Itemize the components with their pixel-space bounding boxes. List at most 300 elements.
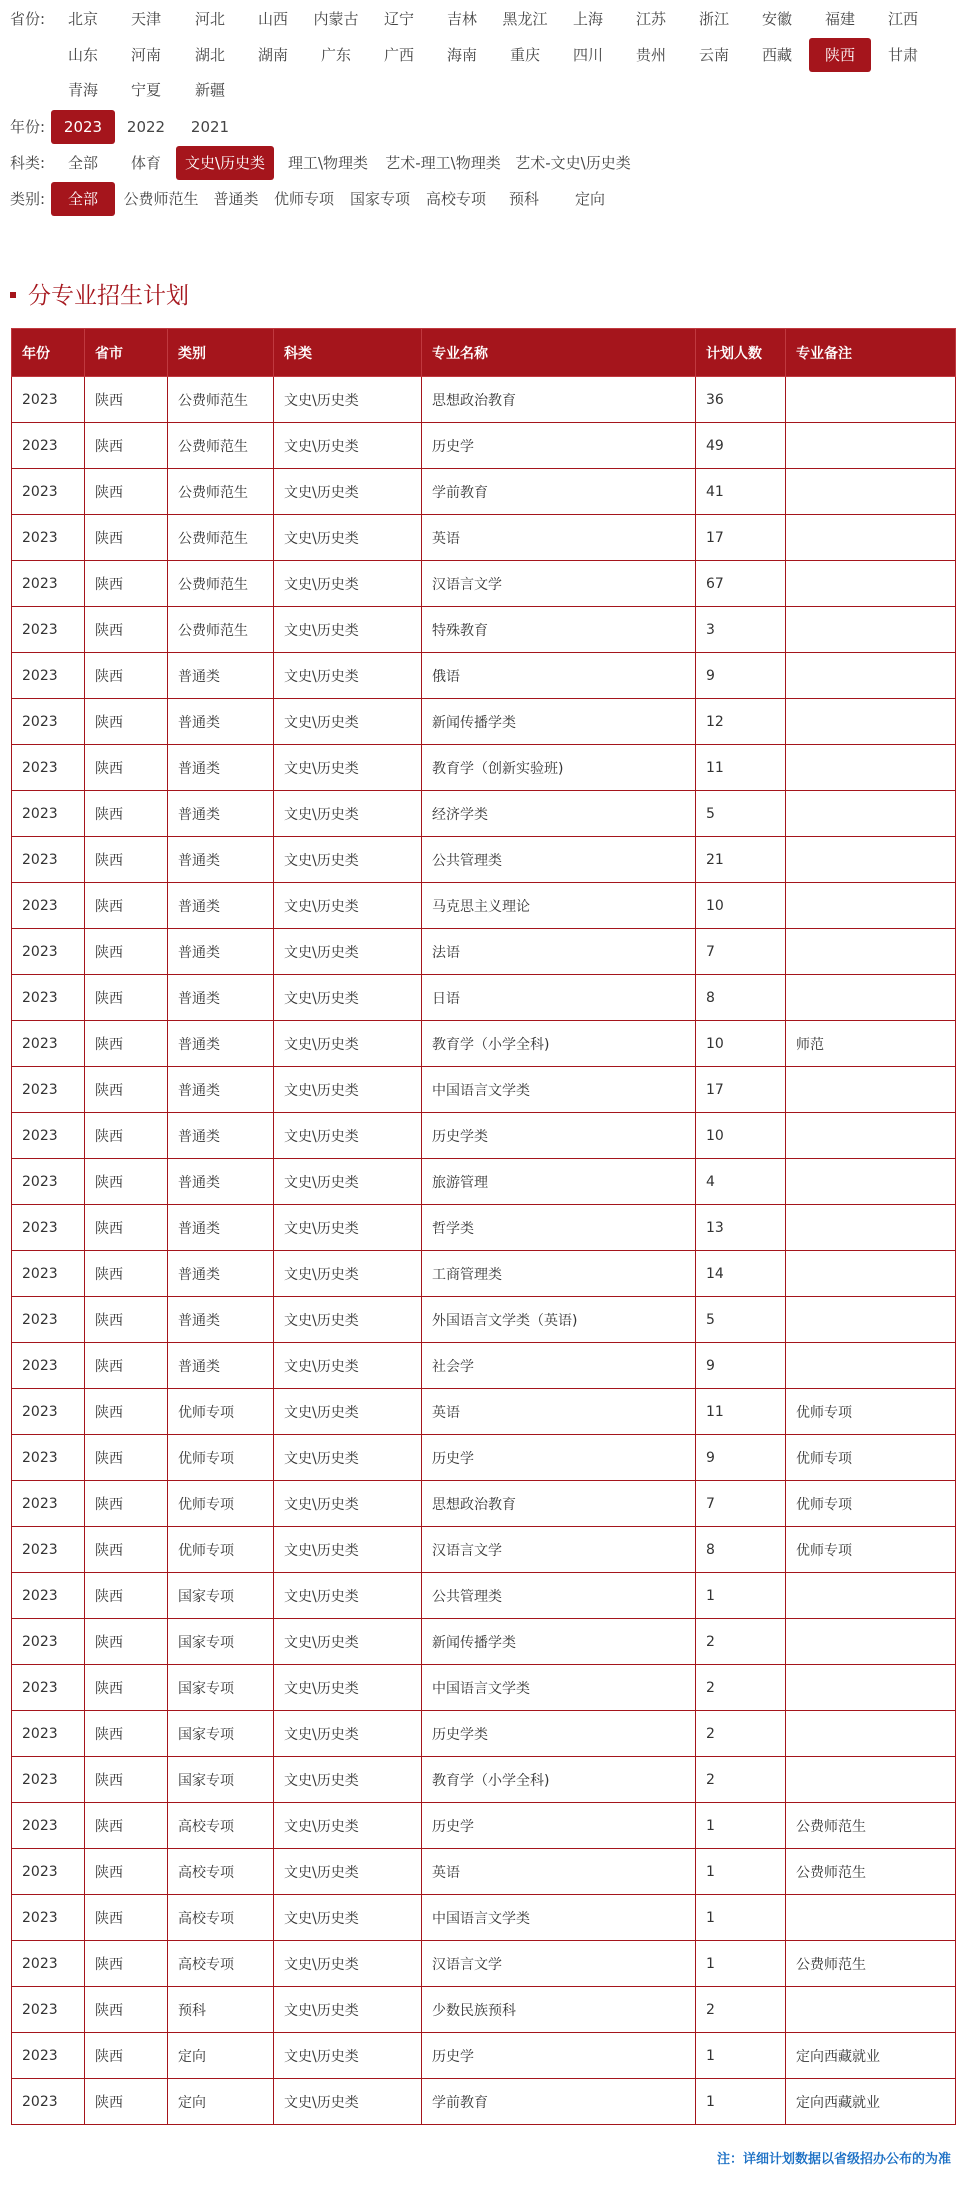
cell-category: 普通类 bbox=[168, 975, 274, 1021]
cell-province: 陕西 bbox=[85, 699, 168, 745]
cell-major-name: 学前教育 bbox=[422, 469, 696, 515]
cell-major-name: 汉语言文学 bbox=[422, 561, 696, 607]
cell-plan-count: 5 bbox=[696, 1297, 786, 1343]
cell-province: 陕西 bbox=[85, 515, 168, 561]
cell-year: 2023 bbox=[12, 561, 85, 607]
cell-year: 2023 bbox=[12, 653, 85, 699]
cell-subject: 文史\历史类 bbox=[274, 607, 422, 653]
cell-category: 普通类 bbox=[168, 883, 274, 929]
cell-plan-count: 4 bbox=[696, 1159, 786, 1205]
cell-major-name: 中国语言文学类 bbox=[422, 1067, 696, 1113]
table-row bbox=[12, 515, 956, 561]
cell-province: 陕西 bbox=[85, 2079, 168, 2125]
table-row bbox=[12, 1665, 956, 1711]
cell-plan-count: 1 bbox=[696, 2033, 786, 2079]
province-option-shaanxi[interactable]: 陕西 bbox=[809, 38, 871, 72]
year-filter bbox=[0, 110, 963, 144]
cell-year: 2023 bbox=[12, 699, 85, 745]
cell-major-note bbox=[786, 561, 956, 607]
table-row bbox=[12, 1389, 956, 1435]
table-row bbox=[12, 1067, 956, 1113]
cell-category: 普通类 bbox=[168, 1343, 274, 1389]
province-option-jiangsu[interactable]: 江苏 bbox=[635, 10, 666, 28]
cell-plan-count: 14 bbox=[696, 1251, 786, 1297]
table-row bbox=[12, 1343, 956, 1389]
cell-subject: 文史\历史类 bbox=[274, 1067, 422, 1113]
cell-year: 2023 bbox=[12, 1159, 85, 1205]
cell-plan-count: 2 bbox=[696, 1665, 786, 1711]
table-row bbox=[12, 1757, 956, 1803]
cell-year: 2023 bbox=[12, 469, 85, 515]
cell-year: 2023 bbox=[12, 1251, 85, 1297]
cell-major-name: 历史学 bbox=[422, 423, 696, 469]
cell-plan-count: 17 bbox=[696, 1067, 786, 1113]
cell-plan-count: 1 bbox=[696, 1941, 786, 1987]
table-row bbox=[12, 1297, 956, 1343]
cell-province: 陕西 bbox=[85, 469, 168, 515]
province-filter bbox=[0, 2, 963, 36]
cell-plan-count: 41 bbox=[696, 469, 786, 515]
cell-major-note: 优师专项 bbox=[786, 1527, 956, 1573]
province-option-guizhou[interactable]: 贵州 bbox=[635, 46, 666, 64]
province-option-henan[interactable]: 河南 bbox=[130, 46, 161, 64]
cell-major-name: 英语 bbox=[422, 1389, 696, 1435]
cell-major-name: 日语 bbox=[422, 975, 696, 1021]
province-option-tianjin[interactable]: 天津 bbox=[130, 10, 161, 28]
cell-major-name: 外国语言文学类（英语) bbox=[422, 1297, 696, 1343]
cell-major-note bbox=[786, 1895, 956, 1941]
cell-subject: 文史\历史类 bbox=[274, 975, 422, 1021]
cell-province: 陕西 bbox=[85, 1941, 168, 1987]
header-major-note: 专业备注 bbox=[786, 329, 956, 377]
cell-subject: 文史\历史类 bbox=[274, 1297, 422, 1343]
cell-major-note bbox=[786, 515, 956, 561]
cell-year: 2023 bbox=[12, 1849, 85, 1895]
table-body bbox=[12, 377, 956, 2125]
cell-major-name: 思想政治教育 bbox=[422, 377, 696, 423]
cell-major-note bbox=[786, 1987, 956, 2033]
cell-major-name: 历史学 bbox=[422, 1803, 696, 1849]
table-row bbox=[12, 423, 956, 469]
cell-year: 2023 bbox=[12, 1435, 85, 1481]
category-option-public-funded-normal[interactable]: 公费师范生 bbox=[123, 190, 199, 208]
cell-province: 陕西 bbox=[85, 1757, 168, 1803]
cell-major-name: 新闻传播学类 bbox=[422, 699, 696, 745]
province-option-neimenggu[interactable]: 内蒙古 bbox=[313, 10, 359, 28]
province-option-guangxi[interactable]: 广西 bbox=[383, 46, 414, 64]
province-option-xizang[interactable]: 西藏 bbox=[761, 46, 792, 64]
province-option-heilongjiang[interactable]: 黑龙江 bbox=[502, 10, 548, 28]
province-option-hebei[interactable]: 河北 bbox=[194, 10, 225, 28]
cell-major-note bbox=[786, 975, 956, 1021]
cell-subject: 文史\历史类 bbox=[274, 423, 422, 469]
cell-year: 2023 bbox=[12, 515, 85, 561]
cell-plan-count: 13 bbox=[696, 1205, 786, 1251]
cell-category: 公费师范生 bbox=[168, 377, 274, 423]
table-row bbox=[12, 1849, 956, 1895]
cell-year: 2023 bbox=[12, 1297, 85, 1343]
cell-year: 2023 bbox=[12, 1573, 85, 1619]
table-row bbox=[12, 469, 956, 515]
cell-plan-count: 2 bbox=[696, 1757, 786, 1803]
cell-category: 国家专项 bbox=[168, 1619, 274, 1665]
cell-category: 公费师范生 bbox=[168, 607, 274, 653]
province-option-shanxi[interactable]: 山西 bbox=[257, 10, 288, 28]
table-row bbox=[12, 1573, 956, 1619]
cell-major-note bbox=[786, 1665, 956, 1711]
cell-major-name: 历史学 bbox=[422, 1435, 696, 1481]
table-row bbox=[12, 1251, 956, 1297]
cell-province: 陕西 bbox=[85, 1389, 168, 1435]
cell-province: 陕西 bbox=[85, 1665, 168, 1711]
cell-province: 陕西 bbox=[85, 837, 168, 883]
cell-major-note bbox=[786, 1113, 956, 1159]
table-row bbox=[12, 1987, 956, 2033]
cell-plan-count: 1 bbox=[696, 1803, 786, 1849]
cell-year: 2023 bbox=[12, 1389, 85, 1435]
cell-province: 陕西 bbox=[85, 1067, 168, 1113]
cell-major-name: 新闻传播学类 bbox=[422, 1619, 696, 1665]
cell-major-note bbox=[786, 1343, 956, 1389]
cell-plan-count: 8 bbox=[696, 1527, 786, 1573]
subject-option-all[interactable]: 全部 bbox=[67, 154, 98, 172]
cell-category: 优师专项 bbox=[168, 1527, 274, 1573]
cell-subject: 文史\历史类 bbox=[274, 1343, 422, 1389]
enrollment-plan-table bbox=[11, 328, 956, 2125]
table-row bbox=[12, 2033, 956, 2079]
cell-subject: 文史\历史类 bbox=[274, 1803, 422, 1849]
cell-plan-count: 8 bbox=[696, 975, 786, 1021]
table-row bbox=[12, 2079, 956, 2125]
section-title-marker-icon bbox=[10, 292, 16, 298]
cell-province: 陕西 bbox=[85, 1619, 168, 1665]
cell-province: 陕西 bbox=[85, 929, 168, 975]
cell-subject: 文史\历史类 bbox=[274, 1205, 422, 1251]
cell-major-note bbox=[786, 1711, 956, 1757]
cell-major-note bbox=[786, 837, 956, 883]
cell-province: 陕西 bbox=[85, 1527, 168, 1573]
cell-province: 陕西 bbox=[85, 745, 168, 791]
cell-major-note: 师范 bbox=[786, 1021, 956, 1067]
table-row bbox=[12, 929, 956, 975]
cell-province: 陕西 bbox=[85, 1113, 168, 1159]
table-row bbox=[12, 1435, 956, 1481]
cell-year: 2023 bbox=[12, 1343, 85, 1389]
cell-province: 陕西 bbox=[85, 1895, 168, 1941]
cell-plan-count: 2 bbox=[696, 1619, 786, 1665]
table-row bbox=[12, 745, 956, 791]
cell-province: 陕西 bbox=[85, 561, 168, 607]
subject-option-art-science-physics[interactable]: 艺术-理工\物理类 bbox=[385, 154, 501, 172]
subject-option-sports[interactable]: 体育 bbox=[130, 154, 161, 172]
cell-category: 普通类 bbox=[168, 1205, 274, 1251]
cell-year: 2023 bbox=[12, 1527, 85, 1573]
cell-year: 2023 bbox=[12, 975, 85, 1021]
cell-major-name: 公共管理类 bbox=[422, 1573, 696, 1619]
cell-year: 2023 bbox=[12, 883, 85, 929]
cell-plan-count: 11 bbox=[696, 745, 786, 791]
cell-province: 陕西 bbox=[85, 1849, 168, 1895]
province-option-hunan[interactable]: 湖南 bbox=[257, 46, 288, 64]
cell-major-name: 中国语言文学类 bbox=[422, 1895, 696, 1941]
cell-subject: 文史\历史类 bbox=[274, 791, 422, 837]
table-row bbox=[12, 1711, 956, 1757]
cell-major-note bbox=[786, 1251, 956, 1297]
cell-year: 2023 bbox=[12, 745, 85, 791]
province-option-hubei[interactable]: 湖北 bbox=[194, 46, 225, 64]
cell-subject: 文史\历史类 bbox=[274, 1481, 422, 1527]
cell-major-note: 定向西藏就业 bbox=[786, 2079, 956, 2125]
cell-subject: 文史\历史类 bbox=[274, 1757, 422, 1803]
province-option-guangdong[interactable]: 广东 bbox=[320, 46, 351, 64]
cell-category: 公费师范生 bbox=[168, 423, 274, 469]
cell-major-note bbox=[786, 699, 956, 745]
table-row bbox=[12, 377, 956, 423]
cell-subject: 文史\历史类 bbox=[274, 653, 422, 699]
cell-major-note: 公费师范生 bbox=[786, 1849, 956, 1895]
cell-major-note bbox=[786, 929, 956, 975]
cell-major-note: 公费师范生 bbox=[786, 1803, 956, 1849]
cell-plan-count: 2 bbox=[696, 1711, 786, 1757]
cell-major-name: 汉语言文学 bbox=[422, 1941, 696, 1987]
cell-major-note bbox=[786, 791, 956, 837]
cell-category: 国家专项 bbox=[168, 1711, 274, 1757]
cell-year: 2023 bbox=[12, 1067, 85, 1113]
cell-major-name: 法语 bbox=[422, 929, 696, 975]
cell-category: 普通类 bbox=[168, 1251, 274, 1297]
subject-filter-label: 科类: bbox=[10, 154, 46, 172]
cell-year: 2023 bbox=[12, 1481, 85, 1527]
cell-plan-count: 9 bbox=[696, 1435, 786, 1481]
cell-year: 2023 bbox=[12, 1113, 85, 1159]
cell-plan-count: 10 bbox=[696, 1021, 786, 1067]
year-option-2023[interactable]: 2023 bbox=[51, 110, 115, 144]
cell-major-name: 中国语言文学类 bbox=[422, 1665, 696, 1711]
cell-major-name: 哲学类 bbox=[422, 1205, 696, 1251]
cell-major-note bbox=[786, 1067, 956, 1113]
cell-province: 陕西 bbox=[85, 791, 168, 837]
cell-subject: 文史\历史类 bbox=[274, 883, 422, 929]
cell-major-name: 英语 bbox=[422, 1849, 696, 1895]
cell-major-name: 旅游管理 bbox=[422, 1159, 696, 1205]
cell-year: 2023 bbox=[12, 1665, 85, 1711]
cell-province: 陕西 bbox=[85, 1711, 168, 1757]
cell-subject: 文史\历史类 bbox=[274, 1389, 422, 1435]
province-option-liaoning[interactable]: 辽宁 bbox=[383, 10, 414, 28]
province-filter-row-2 bbox=[0, 38, 963, 72]
cell-category: 普通类 bbox=[168, 929, 274, 975]
cell-plan-count: 21 bbox=[696, 837, 786, 883]
cell-subject: 文史\历史类 bbox=[274, 1527, 422, 1573]
province-option-fujian[interactable]: 福建 bbox=[824, 10, 855, 28]
cell-major-name: 历史学 bbox=[422, 2033, 696, 2079]
cell-subject: 文史\历史类 bbox=[274, 1251, 422, 1297]
cell-major-name: 特殊教育 bbox=[422, 607, 696, 653]
table-row bbox=[12, 1941, 956, 1987]
subject-option-art-liberal-arts-history[interactable]: 艺术-文史\历史类 bbox=[515, 154, 631, 172]
cell-category: 普通类 bbox=[168, 699, 274, 745]
cell-category: 普通类 bbox=[168, 791, 274, 837]
province-filter-label: 省份: bbox=[10, 10, 46, 28]
cell-plan-count: 17 bbox=[696, 515, 786, 561]
table-row bbox=[12, 1895, 956, 1941]
province-option-jiangxi[interactable]: 江西 bbox=[887, 10, 918, 28]
province-option-yunnan[interactable]: 云南 bbox=[698, 46, 729, 64]
cell-plan-count: 11 bbox=[696, 1389, 786, 1435]
category-option-all[interactable]: 全部 bbox=[51, 182, 115, 216]
cell-major-note bbox=[786, 1619, 956, 1665]
province-option-anhui[interactable]: 安徽 bbox=[761, 10, 792, 28]
cell-subject: 文史\历史类 bbox=[274, 1665, 422, 1711]
province-option-shanghai[interactable]: 上海 bbox=[572, 10, 603, 28]
table-header-row bbox=[12, 329, 956, 377]
cell-major-name: 经济学类 bbox=[422, 791, 696, 837]
cell-major-note bbox=[786, 883, 956, 929]
section-title bbox=[10, 278, 189, 314]
cell-major-name: 思想政治教育 bbox=[422, 1481, 696, 1527]
cell-year: 2023 bbox=[12, 1619, 85, 1665]
cell-subject: 文史\历史类 bbox=[274, 1987, 422, 2033]
year-option-2022[interactable]: 2022 bbox=[126, 118, 166, 136]
cell-major-note bbox=[786, 607, 956, 653]
category-option-university-special[interactable]: 高校专项 bbox=[425, 190, 486, 208]
cell-year: 2023 bbox=[12, 423, 85, 469]
cell-year: 2023 bbox=[12, 837, 85, 883]
cell-province: 陕西 bbox=[85, 2033, 168, 2079]
province-option-zhejiang[interactable]: 浙江 bbox=[698, 10, 729, 28]
cell-category: 公费师范生 bbox=[168, 469, 274, 515]
footer-note: 注：详细计划数据以省级招办公布的为准 bbox=[716, 2152, 951, 2167]
province-option-xinjiang[interactable]: 新疆 bbox=[194, 81, 225, 99]
province-option-shandong[interactable]: 山东 bbox=[67, 46, 98, 64]
cell-major-note bbox=[786, 745, 956, 791]
table-row bbox=[12, 791, 956, 837]
cell-subject: 文史\历史类 bbox=[274, 377, 422, 423]
cell-province: 陕西 bbox=[85, 1573, 168, 1619]
cell-plan-count: 49 bbox=[696, 423, 786, 469]
cell-subject: 文史\历史类 bbox=[274, 929, 422, 975]
cell-category: 预科 bbox=[168, 1987, 274, 2033]
table-row bbox=[12, 607, 956, 653]
cell-category: 优师专项 bbox=[168, 1435, 274, 1481]
category-option-national-special[interactable]: 国家专项 bbox=[349, 190, 410, 208]
year-option-2021[interactable]: 2021 bbox=[190, 118, 230, 136]
table-row bbox=[12, 975, 956, 1021]
province-option-hainan[interactable]: 海南 bbox=[446, 46, 477, 64]
category-option-excellent-teacher[interactable]: 优师专项 bbox=[273, 190, 334, 208]
cell-subject: 文史\历史类 bbox=[274, 1619, 422, 1665]
cell-category: 普通类 bbox=[168, 1297, 274, 1343]
cell-subject: 文史\历史类 bbox=[274, 1435, 422, 1481]
table-row bbox=[12, 1021, 956, 1067]
cell-subject: 文史\历史类 bbox=[274, 561, 422, 607]
cell-year: 2023 bbox=[12, 2079, 85, 2125]
cell-major-note: 定向西藏就业 bbox=[786, 2033, 956, 2079]
province-option-ningxia[interactable]: 宁夏 bbox=[130, 81, 161, 99]
cell-category: 高校专项 bbox=[168, 1941, 274, 1987]
subject-option-liberal-arts-history[interactable]: 文史\历史类 bbox=[176, 146, 274, 180]
cell-major-note bbox=[786, 1573, 956, 1619]
category-filter-label: 类别: bbox=[10, 190, 46, 208]
cell-plan-count: 1 bbox=[696, 2079, 786, 2125]
cell-year: 2023 bbox=[12, 1205, 85, 1251]
cell-category: 高校专项 bbox=[168, 1849, 274, 1895]
cell-province: 陕西 bbox=[85, 377, 168, 423]
cell-year: 2023 bbox=[12, 1711, 85, 1757]
header-province: 省市 bbox=[85, 329, 168, 377]
province-option-beijing[interactable]: 北京 bbox=[67, 10, 98, 28]
cell-plan-count: 7 bbox=[696, 929, 786, 975]
cell-subject: 文史\历史类 bbox=[274, 1573, 422, 1619]
province-option-chongqing[interactable]: 重庆 bbox=[509, 46, 540, 64]
category-option-general[interactable]: 普通类 bbox=[213, 190, 259, 208]
cell-province: 陕西 bbox=[85, 423, 168, 469]
cell-year: 2023 bbox=[12, 1941, 85, 1987]
cell-year: 2023 bbox=[12, 1895, 85, 1941]
cell-subject: 文史\历史类 bbox=[274, 1895, 422, 1941]
cell-province: 陕西 bbox=[85, 1987, 168, 2033]
province-option-gansu[interactable]: 甘肃 bbox=[887, 46, 918, 64]
cell-major-name: 教育学（创新实验班) bbox=[422, 745, 696, 791]
subject-option-science-physics[interactable]: 理工\物理类 bbox=[287, 154, 369, 172]
cell-year: 2023 bbox=[12, 607, 85, 653]
cell-category: 高校专项 bbox=[168, 1803, 274, 1849]
cell-major-note: 优师专项 bbox=[786, 1481, 956, 1527]
table-row bbox=[12, 837, 956, 883]
cell-province: 陕西 bbox=[85, 1205, 168, 1251]
table-row bbox=[12, 1159, 956, 1205]
cell-province: 陕西 bbox=[85, 1481, 168, 1527]
cell-subject: 文史\历史类 bbox=[274, 2079, 422, 2125]
province-filter-row-3 bbox=[0, 73, 963, 107]
cell-subject: 文史\历史类 bbox=[274, 837, 422, 883]
cell-category: 普通类 bbox=[168, 1113, 274, 1159]
cell-year: 2023 bbox=[12, 1987, 85, 2033]
cell-major-note: 公费师范生 bbox=[786, 1941, 956, 1987]
table-row bbox=[12, 1113, 956, 1159]
cell-plan-count: 10 bbox=[696, 883, 786, 929]
header-category: 类别 bbox=[168, 329, 274, 377]
cell-province: 陕西 bbox=[85, 1435, 168, 1481]
table-row bbox=[12, 699, 956, 745]
header-year: 年份 bbox=[12, 329, 85, 377]
province-option-qinghai[interactable]: 青海 bbox=[67, 81, 98, 99]
cell-year: 2023 bbox=[12, 929, 85, 975]
section-title-text: 分专业招生计划 bbox=[28, 283, 189, 309]
cell-plan-count: 36 bbox=[696, 377, 786, 423]
province-option-sichuan[interactable]: 四川 bbox=[572, 46, 603, 64]
cell-plan-count: 3 bbox=[696, 607, 786, 653]
cell-year: 2023 bbox=[12, 1021, 85, 1067]
cell-major-name: 教育学（小学全科) bbox=[422, 1021, 696, 1067]
cell-subject: 文史\历史类 bbox=[274, 745, 422, 791]
cell-major-name: 公共管理类 bbox=[422, 837, 696, 883]
header-major-name: 专业名称 bbox=[422, 329, 696, 377]
category-option-preparatory[interactable]: 预科 bbox=[508, 190, 539, 208]
cell-major-name: 英语 bbox=[422, 515, 696, 561]
cell-subject: 文史\历史类 bbox=[274, 1159, 422, 1205]
cell-category: 公费师范生 bbox=[168, 515, 274, 561]
cell-subject: 文史\历史类 bbox=[274, 699, 422, 745]
cell-subject: 文史\历史类 bbox=[274, 2033, 422, 2079]
cell-province: 陕西 bbox=[85, 1159, 168, 1205]
cell-plan-count: 1 bbox=[696, 1573, 786, 1619]
cell-province: 陕西 bbox=[85, 883, 168, 929]
cell-category: 公费师范生 bbox=[168, 561, 274, 607]
cell-category: 普通类 bbox=[168, 745, 274, 791]
province-option-jilin[interactable]: 吉林 bbox=[446, 10, 477, 28]
category-option-directed[interactable]: 定向 bbox=[574, 190, 605, 208]
